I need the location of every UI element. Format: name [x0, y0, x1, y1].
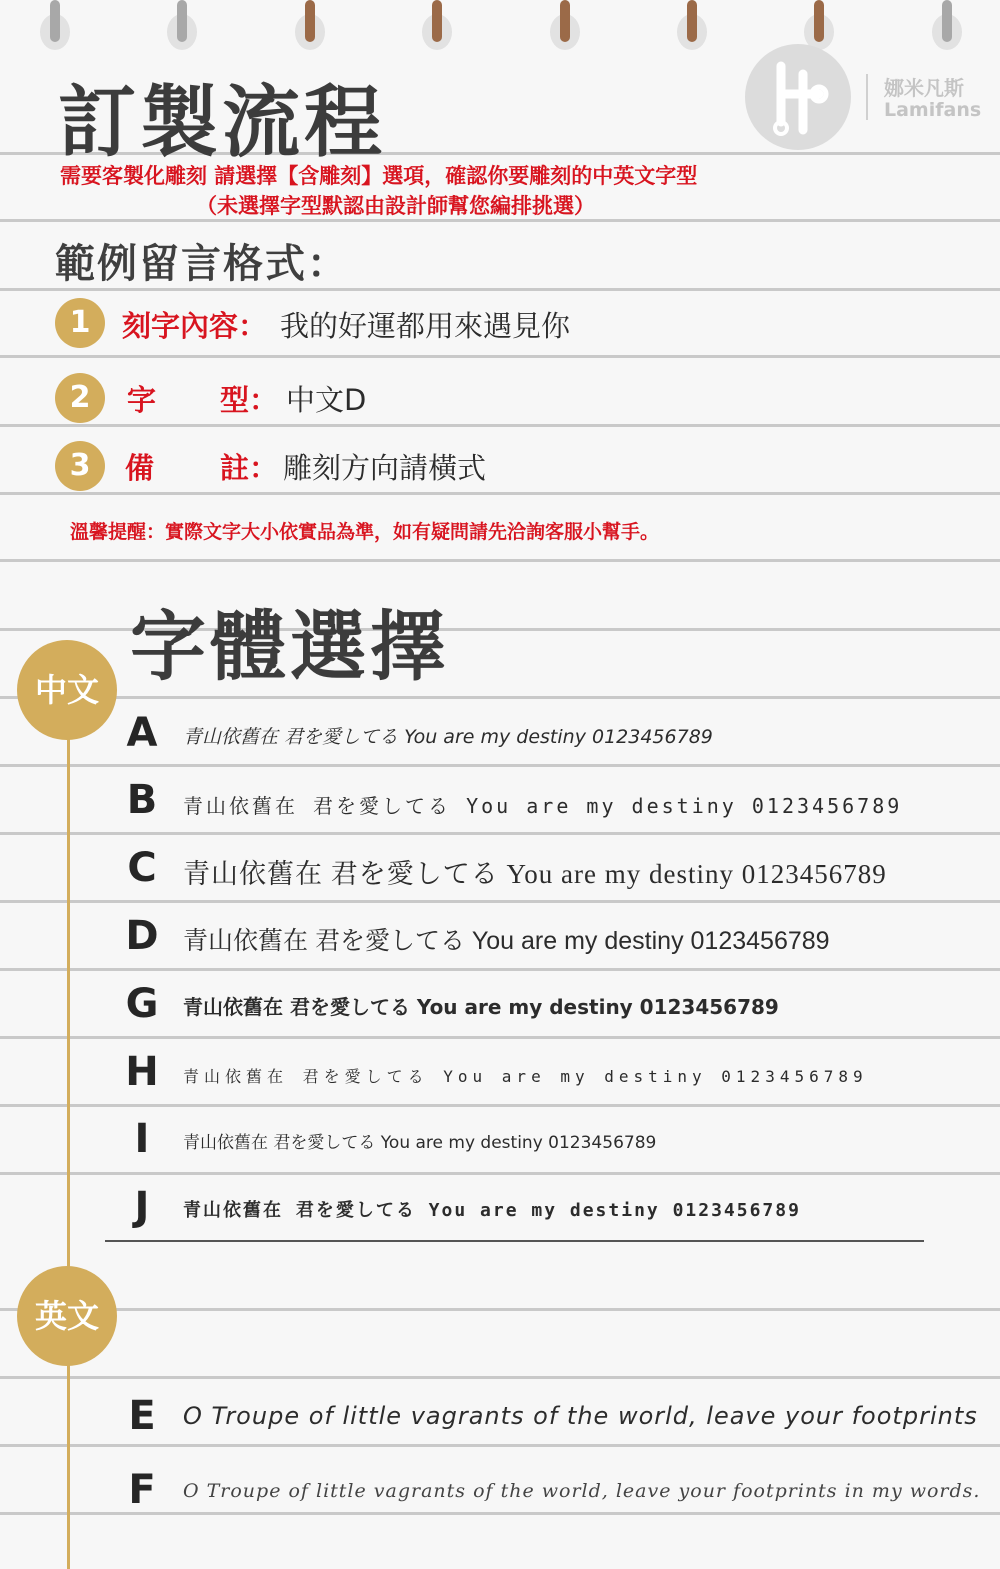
- ruled-line: [0, 559, 1000, 562]
- ruled-line: [0, 355, 1000, 358]
- section-divider: [105, 1240, 924, 1242]
- font-sample: 青山依舊在 君を愛してる You are my destiny 0123456789: [183, 927, 830, 955]
- ruled-line: [0, 1104, 1000, 1107]
- example-value-content: 我的好運都用來遇見你: [280, 309, 571, 343]
- font-option-letter: J: [134, 1184, 150, 1230]
- ruled-line: [0, 492, 1000, 495]
- example-label-note-a: 備: [125, 451, 155, 485]
- ruled-line: [0, 968, 1000, 971]
- engraving-notice-default: （未選擇字型默認由設計師幫您編排挑選）: [196, 194, 595, 218]
- font-option-letter: G: [125, 981, 159, 1027]
- step-number-1: 1: [55, 298, 105, 348]
- ruled-line: [0, 1036, 1000, 1039]
- ruled-line: [0, 1172, 1000, 1175]
- binder-ring-3: [291, 0, 329, 52]
- font-sample: 青山依舊在 君を愛してる You are my destiny 0123456789: [183, 794, 903, 818]
- ruled-line: [0, 696, 1000, 699]
- binder-ring-6: [673, 0, 711, 52]
- logo-divider: [866, 74, 868, 120]
- binder-ring-5: [546, 0, 584, 52]
- font-option-letter: H: [125, 1049, 159, 1095]
- font-sample: 青山依舊在 君を愛してる You are my destiny 0123456789: [183, 859, 887, 889]
- example-label-note-b: 註：: [220, 451, 279, 485]
- font-sample: O Troupe of little vagrants of the world, leave your footprints: [183, 1402, 978, 1430]
- page-title: 訂製流程: [58, 78, 387, 168]
- font-option-letter: I: [134, 1116, 150, 1162]
- binder-ring-4: [418, 0, 456, 52]
- step-number-3: 3: [55, 441, 105, 491]
- ruled-line: [0, 1308, 1000, 1311]
- font-selection-title: 字體選擇: [130, 602, 450, 691]
- brand-logo: [745, 44, 851, 150]
- font-option-letter: D: [125, 913, 159, 959]
- font-option-letter: A: [126, 710, 158, 756]
- font-option-letter: C: [127, 845, 157, 891]
- ruled-line: [0, 764, 1000, 767]
- engraving-notice: 需要客製化雕刻 請選擇【含雕刻】選項，確認你要雕刻的中英文字型: [60, 164, 698, 188]
- font-option-letter: F: [128, 1467, 156, 1513]
- example-label-content: 刻字內容：: [122, 309, 268, 343]
- ruled-line: [0, 832, 1000, 835]
- example-format-title: 範例留言格式：: [55, 241, 349, 287]
- font-sample: 青山依舊在 君を愛してる You are my destiny 0123456789: [183, 1067, 868, 1086]
- binder-ring-8: [928, 0, 966, 52]
- size-reminder: 溫馨提醒：實際文字大小依實品為準，如有疑問請先洽詢客服小幫手。: [70, 521, 660, 543]
- chinese-section-line: [67, 690, 70, 1290]
- chinese-section-badge: 中文: [17, 640, 117, 740]
- brand-name-chinese: 娜米凡斯: [884, 76, 964, 100]
- example-value-note: 雕刻方向請橫式: [283, 451, 487, 485]
- english-section-badge: 英文: [17, 1266, 117, 1366]
- brand-name-english: Lamifans: [884, 99, 982, 121]
- font-sample: 青山依舊在 君を愛してる You are my destiny 0123456789: [183, 995, 779, 1019]
- example-label-font-b: 型：: [220, 383, 279, 417]
- example-label-font-a: 字: [127, 383, 157, 417]
- ruled-line: [0, 424, 1000, 427]
- font-option-letter: E: [128, 1393, 156, 1439]
- font-sample: O Troupe of little vagrants of the world, leave your footprints in my words.: [183, 1480, 981, 1502]
- font-sample: 青山依舊在 君を愛してる You are my destiny 0123456789: [183, 1200, 801, 1221]
- font-sample: 青山依舊在 君を愛してる You are my destiny 0123456789: [183, 726, 713, 748]
- brand-logo-mark: [745, 44, 851, 150]
- example-value-font: 中文D: [286, 383, 367, 417]
- step-number-2: 2: [55, 373, 105, 423]
- font-option-letter: B: [126, 777, 158, 823]
- ruled-line: [0, 900, 1000, 903]
- ruled-line: [0, 1444, 1000, 1447]
- font-sample: 青山依舊在 君を愛してる You are my destiny 0123456789: [183, 1133, 657, 1153]
- binder-ring-2: [163, 0, 201, 52]
- ruled-line: [0, 1376, 1000, 1379]
- binder-ring-1: [36, 0, 74, 52]
